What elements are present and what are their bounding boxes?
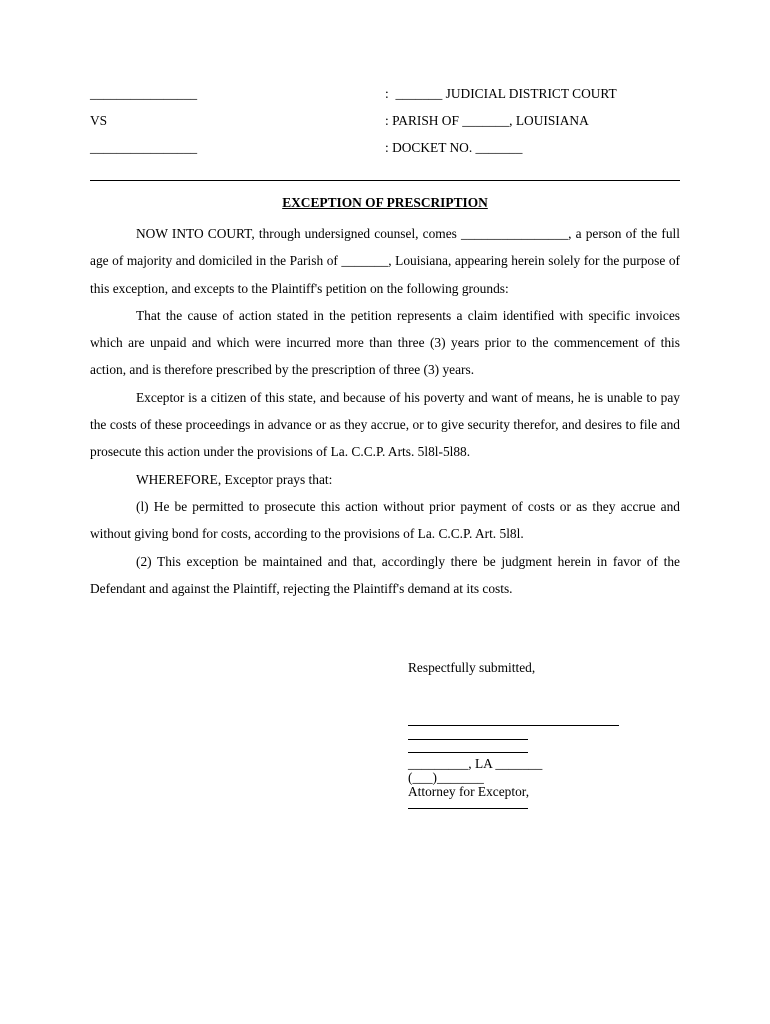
caption-party-blank-2: ________________: [90, 140, 198, 155]
caption-vs-label: VS: [90, 113, 108, 128]
address-line: [408, 752, 528, 753]
closing-text: Respectfully submitted,: [408, 660, 536, 675]
phone-line: (___)_______: [408, 770, 484, 785]
caption-parish-prefix: : PARISH OF: [385, 113, 459, 128]
caption-docket: [385, 138, 522, 158]
attorney-name-line: [408, 739, 528, 740]
caption-row-court: [90, 84, 680, 104]
caption-parish-suffix: , LOUISIANA: [509, 113, 589, 128]
caption-parish-blank: _______: [462, 113, 510, 128]
caption-row-parish: [90, 111, 680, 131]
caption-parish: [385, 111, 589, 131]
paragraph-prayer-1: (l) He be permitted to prosecute this action without prior payment of costs or as they accrue and without giving bond for costs, according to the provisions of La. C.C.P. Art. 5l8l.: [90, 498, 680, 542]
city-state-line: _________, LA _______: [408, 756, 543, 771]
caption-court: [385, 84, 617, 104]
document-body: [90, 220, 680, 602]
attorney-label: Attorney for Exceptor,: [408, 784, 530, 799]
caption-party-blank-1: ________________: [90, 86, 198, 101]
caption-divider: [90, 180, 680, 181]
caption-court-label: JUDICIAL DISTRICT COURT: [445, 86, 617, 101]
paragraph-cause-of-action: That the cause of action stated in the petition represents a claim identified with specific invoices which are unpaid and which were incurred more than three (3) years prior to the commencement of this action, and is therefore prescribed by the prescription of three (3) years.: [90, 307, 680, 378]
paragraph-prayer-2: (2) This exception be maintained and that, accordingly there be judgment herein in favor of the Defendant and against the Plaintiff, rejecting the Plaintiff's demand at its costs.: [90, 553, 680, 596]
caption-docket-label: : DOCKET NO.: [385, 140, 473, 155]
caption-docket-blank: _______: [475, 140, 523, 155]
document-title: EXCEPTION OF PRESCRIPTION: [282, 195, 488, 210]
bar-number-line: [408, 808, 528, 809]
caption-court-blank: _______: [395, 86, 443, 101]
paragraph-wherefore: WHEREFORE, Exceptor prays that:: [136, 471, 333, 487]
caption-row-docket: [90, 138, 680, 158]
signature-line: [408, 725, 619, 726]
paragraph-pauper-status: Exceptor is a citizen of this state, and because of his poverty and want of means, he is unable to pay the costs of these proceedings in advance or as they accrue, or to give security therefor, and desires to file and prosecute this action under the provisions of La. C.C.P. Arts. 5l8l-5l88.: [90, 389, 680, 460]
paragraph-intro: NOW INTO COURT, through undersigned counsel, comes ________________, a person of the full age of majority and domiciled in the Parish of _______, Louisiana, appearing herein solely for the purpose of this exception, and excepts to the Plaintiff's petition on the following grounds:: [90, 226, 680, 296]
caption-court-prefix: :: [385, 86, 389, 101]
